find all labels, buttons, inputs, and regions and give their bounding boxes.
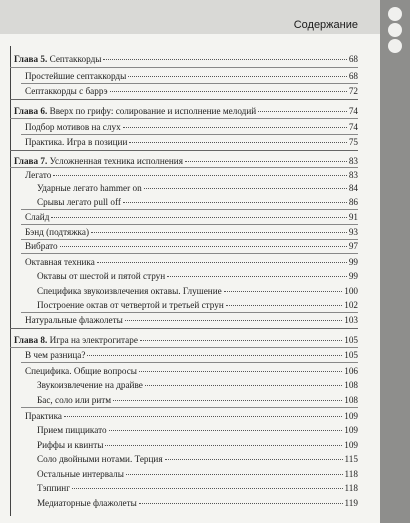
page-number: 86 — [348, 197, 358, 208]
page-number: 109 — [344, 425, 358, 436]
page-number: 93 — [348, 226, 358, 237]
entry-title: Построение октав от четвертой и третьей струн — [37, 300, 224, 311]
separator — [21, 224, 358, 225]
toc-subentry[interactable] — [10, 441, 358, 452]
page-number: 91 — [348, 212, 358, 223]
separator — [21, 407, 358, 408]
entry-title: Октавы от шестой и пятой струн — [37, 271, 166, 282]
dot-leader — [125, 320, 342, 321]
dot-leader — [128, 76, 347, 77]
entry-title: Простейшие септаккорды — [25, 71, 127, 81]
page-number: 108 — [344, 380, 358, 391]
entry-title: Октавная техника — [25, 256, 95, 267]
dot-leader — [97, 262, 347, 263]
dot-leader — [72, 488, 343, 489]
dot-leader — [139, 371, 342, 372]
entry-title: Подбор мотивов на слух — [25, 122, 121, 133]
page-number: 74 — [348, 105, 358, 116]
dot-leader — [91, 232, 347, 233]
entry-title: Специфика. Общие вопросы — [25, 365, 137, 376]
toc-subentry[interactable] — [10, 184, 358, 195]
chapter-title: Септаккорды — [47, 54, 102, 64]
toc-subentry[interactable] — [10, 455, 358, 466]
chapter-label: Глава 6. — [14, 105, 48, 116]
entry-title: Тэппинг — [37, 483, 70, 494]
page-number: 99 — [348, 271, 358, 282]
page-number: 109 — [344, 410, 358, 421]
page-number: 100 — [344, 285, 358, 296]
separator — [21, 239, 358, 240]
page-number: 99 — [348, 256, 358, 267]
entry-title: Вибрато — [25, 241, 58, 252]
entry-title: Бэнд (подтяжка) — [25, 226, 90, 237]
page-number: 118 — [344, 468, 358, 479]
toc-chapter[interactable] — [10, 107, 358, 118]
marker-dot — [388, 7, 402, 21]
page-number: 106 — [344, 365, 358, 376]
dot-leader — [165, 459, 343, 460]
page-number: 105 — [344, 350, 358, 361]
page-header — [0, 0, 410, 34]
separator — [21, 134, 358, 135]
page-number: 75 — [348, 136, 358, 147]
separator — [21, 83, 358, 84]
dot-leader — [60, 246, 347, 247]
entry-title: Практика. Игра в позиции — [25, 136, 128, 147]
dot-leader — [258, 111, 347, 112]
separator — [21, 362, 358, 363]
page-number: 72 — [348, 85, 358, 96]
dot-leader — [110, 91, 347, 92]
page-number: 115 — [344, 454, 358, 465]
toc-chapter[interactable] — [10, 55, 358, 66]
toc-subentry[interactable] — [10, 396, 358, 407]
page-title: Содержание — [293, 19, 358, 31]
toc-subentry[interactable] — [10, 426, 358, 437]
toc-subentry[interactable] — [10, 198, 358, 209]
dot-leader — [224, 291, 342, 292]
entry-title: Остальные интервалы — [37, 468, 124, 479]
marker-dot — [388, 23, 402, 37]
separator — [21, 312, 358, 313]
dot-leader — [145, 385, 342, 386]
dot-leader — [185, 161, 347, 162]
toc-subentry[interactable] — [10, 470, 358, 481]
page-number: 109 — [344, 439, 358, 450]
page-number: 97 — [348, 241, 358, 252]
chapter-label: Глава 7. — [14, 156, 48, 167]
dot-leader — [139, 503, 343, 504]
entry-title: Специфика звукоизвлечения октавы. Глушение — [37, 285, 222, 296]
dot-leader — [226, 305, 342, 306]
separator — [21, 253, 358, 254]
dot-leader — [64, 416, 342, 417]
toc-entry[interactable] — [10, 412, 358, 423]
separator — [10, 347, 358, 348]
dot-leader — [144, 188, 347, 189]
dot-leader — [51, 217, 346, 218]
toc-entry[interactable] — [10, 213, 358, 224]
entry-title: Срывы легато pull off — [37, 197, 121, 208]
toc-subentry[interactable] — [10, 301, 358, 312]
toc-subentry[interactable] — [10, 381, 358, 392]
entry-title: Риффы и квинты — [37, 439, 104, 450]
page-number: 102 — [344, 300, 358, 311]
section-marker — [385, 5, 405, 53]
toc-subentry[interactable] — [10, 287, 358, 298]
toc-chapter[interactable] — [10, 336, 358, 347]
entry-title: Ударные легато hammer on — [37, 183, 142, 194]
toc-subentry[interactable] — [10, 499, 358, 510]
toc-entry[interactable] — [10, 316, 358, 327]
toc-entry[interactable] — [10, 258, 358, 269]
dot-leader — [109, 430, 343, 431]
dot-leader — [129, 142, 346, 143]
toc-subentry[interactable] — [10, 484, 358, 495]
page-number: 105 — [344, 335, 358, 345]
chapter-title: Усложненная техника исполнения — [47, 156, 183, 167]
separator — [21, 209, 358, 210]
entry-title: Соло двойными нотами. Терция — [37, 454, 163, 465]
separator — [10, 167, 358, 168]
side-tab-strip — [380, 0, 410, 523]
toc-entry[interactable] — [10, 171, 358, 182]
entry-title: Практика — [25, 410, 62, 421]
entry-title: Септаккорды с баррэ — [25, 85, 108, 96]
dot-leader — [126, 474, 343, 475]
toc-entry[interactable] — [10, 351, 358, 362]
separator — [10, 118, 358, 119]
dot-leader — [87, 355, 342, 356]
dot-leader — [103, 59, 346, 60]
chapter-separator — [10, 150, 358, 151]
marker-dot — [388, 39, 402, 53]
entry-title: Прием пиццикато — [37, 425, 107, 436]
toc-subentry[interactable] — [10, 272, 358, 283]
page-number: 84 — [348, 183, 358, 194]
toc-entry[interactable] — [10, 87, 358, 98]
entry-title: Медиаторные флажолеты — [37, 497, 137, 508]
chapter-title: Вверх по грифу: солирование и исполнение мелодий — [47, 105, 257, 116]
dot-leader — [105, 445, 342, 446]
toc-entry[interactable] — [10, 242, 358, 253]
toc-entry[interactable] — [10, 123, 358, 134]
entry-title: Натуральные флажолеты — [25, 315, 123, 326]
entry-title: Звукоизвлечение на драйве — [37, 380, 143, 391]
page-number: 68 — [348, 71, 358, 81]
entry-title: Бас, соло или ритм — [37, 394, 112, 405]
page-number: 83 — [348, 156, 358, 167]
page-number: 83 — [348, 169, 358, 180]
dot-leader — [123, 202, 347, 203]
page-number: 103 — [344, 315, 358, 326]
page-number: 68 — [348, 54, 358, 64]
page-number: 119 — [344, 497, 358, 508]
toc-entry[interactable] — [10, 72, 358, 83]
chapter-label: Глава 8. — [14, 335, 48, 345]
dot-leader — [123, 127, 347, 128]
dot-leader — [113, 400, 342, 401]
toc-entry[interactable] — [10, 228, 358, 239]
toc-entry[interactable] — [10, 367, 358, 378]
toc-entry[interactable] — [10, 138, 358, 149]
entry-title: В чем разница? — [25, 350, 86, 361]
dot-leader — [167, 276, 347, 277]
chapter-separator — [10, 328, 358, 329]
page-number: 108 — [344, 394, 358, 405]
page-number: 74 — [348, 122, 358, 133]
chapter-title: Игра на электрогитаре — [47, 335, 138, 345]
chapter-separator — [10, 99, 358, 100]
page-number: 118 — [344, 483, 358, 494]
separator — [10, 67, 358, 68]
dot-leader — [53, 175, 346, 176]
entry-title: Слайд — [25, 212, 50, 223]
dot-leader — [140, 340, 342, 341]
chapter-label: Глава 5. — [14, 54, 48, 64]
entry-title: Легато — [25, 169, 52, 180]
